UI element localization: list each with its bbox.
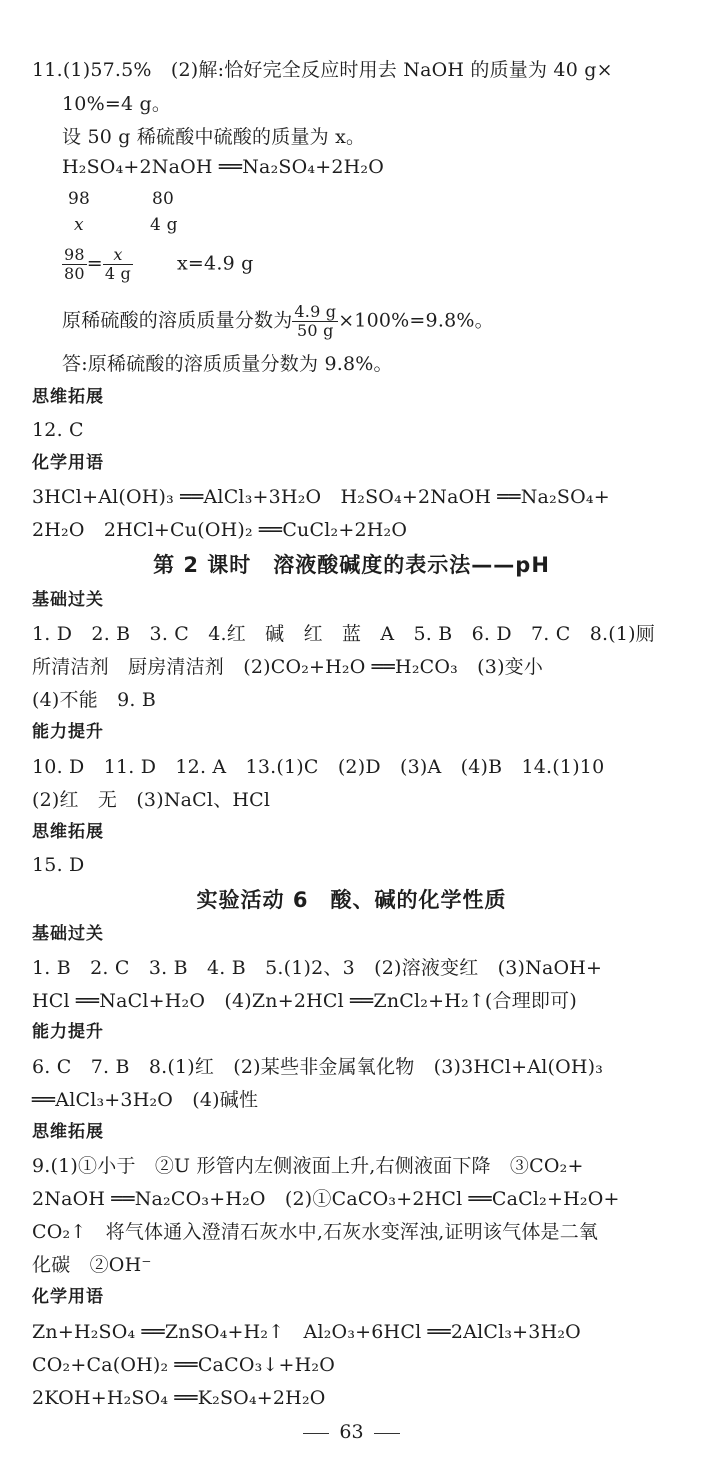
exp-line-8: 化碳 ②OH⁻ [32, 1254, 152, 1276]
ratio-den-2: 4 g [104, 264, 131, 283]
ph-line-3: (4)不能 9. B [32, 689, 157, 711]
exp-line-4: ══AlCl₃+3H₂O (4)碱性 [32, 1089, 259, 1111]
ph-line-4: 10. D 11. D 12. A 13.(1)C (2)D (3)A (4)B 14.(1)10 [32, 756, 605, 778]
pct-den: 50 g [297, 321, 334, 340]
pct-suffix: ×100%=9.8%。 [338, 309, 494, 332]
ph-line-2: 所清洁剂 厨房清洁剂 (2)CO₂+H₂O ══H₂CO₃ (3)变小 [32, 656, 544, 678]
exp-line-7: CO₂↑ 将气体通入澄清石灰水中,石灰水变浑浊,证明该气体是二氧 [32, 1221, 599, 1243]
exp-line-10: CO₂+Ca(OH)₂ ══CaCO₃↓+H₂O [32, 1354, 336, 1376]
q11-line1: 11.(1)57.5% (2)解:恰好完全反应时用去 NaOH 的质量为 40 g× [32, 59, 613, 81]
chem-line-2: 2H₂O 2HCl+Cu(OH)₂ ══CuCl₂+2H₂O [32, 519, 408, 541]
q11-mass-80: 80 [152, 189, 175, 209]
heading-thinking-expansion-2: 思维拓展 [32, 822, 104, 842]
q11-line2: 10%=4 g。 [62, 93, 172, 115]
q11-var-x: x [74, 215, 84, 235]
heading-ability-2: 能力提升 [32, 1022, 104, 1042]
page-number [0, 1420, 703, 1444]
pct-prefix: 原稀硫酸的溶质质量分数为 [62, 309, 293, 332]
page-number-dash-left [303, 1433, 329, 1434]
exp-line-9: Zn+H₂SO₄ ══ZnSO₄+H₂↑ Al₂O₃+6HCl ══2AlCl₃+3H₂O [32, 1321, 581, 1343]
ratio-fraction-1 [62, 246, 87, 283]
ratio-den-1: 80 [64, 264, 85, 283]
ph-line-5: (2)红 无 (3)NaCl、HCl [32, 789, 271, 811]
page-number-dash-right [374, 1433, 400, 1434]
ratio-num-2: x [103, 246, 133, 265]
heading-chemical-language: 化学用语 [32, 453, 104, 473]
heading-thinking-expansion-3: 思维拓展 [32, 1122, 104, 1142]
q11-mass-98: 98 [68, 189, 91, 209]
ph-line-6: 15. D [32, 854, 85, 876]
page-number-text: 63 [339, 1421, 364, 1443]
exp-line-11: 2KOH+H₂SO₄ ══K₂SO₄+2H₂O [32, 1387, 326, 1409]
exp-line-1: 1. B 2. C 3. B 4. B 5.(1)2、3 (2)溶液变红 (3)NaOH+ [32, 957, 603, 979]
lesson-title-ph: 第 2 课时 溶液酸碱度的表示法——pH [153, 553, 550, 577]
q11-ratio [62, 246, 253, 283]
heading-basic-2: 基础过关 [32, 924, 104, 944]
pct-fraction [292, 303, 338, 340]
q11-result: x=4.9 g [177, 252, 254, 275]
exp-line-5: 9.(1)①小于 ②U 形管内左侧液面上升,右侧液面下降 ③CO₂+ [32, 1155, 584, 1177]
exp-line-6: 2NaOH ══Na₂CO₃+H₂O (2)①CaCO₃+2HCl ══CaCl₂+H₂O+ [32, 1188, 620, 1210]
chem-line-1: 3HCl+Al(OH)₃ ══AlCl₃+3H₂O H₂SO₄+2NaOH ══Na₂SO₄+ [32, 486, 610, 508]
q12: 12. C [32, 419, 84, 441]
q11-var-4g: 4 g [150, 215, 178, 235]
exp-line-3: 6. C 7. B 8.(1)红 (2)某些非金属氧化物 (3)3HCl+Al(OH)₃ [32, 1056, 604, 1078]
heading-thinking-expansion: 思维拓展 [32, 387, 104, 407]
ratio-equals: = [86, 252, 103, 275]
lesson-title-experiment: 实验活动 6 酸、碱的化学性质 [196, 888, 507, 912]
heading-chemical-language-2: 化学用语 [32, 1287, 104, 1307]
pct-num: 4.9 g [294, 302, 337, 321]
q11-answer: 答:原稀硫酸的溶质质量分数为 9.8%。 [62, 353, 393, 375]
exp-line-2: HCl ══NaCl+H₂O (4)Zn+2HCl ══ZnCl₂+H₂↑(合理即可) [32, 990, 577, 1012]
ratio-fraction-2 [103, 246, 133, 283]
q11-line3: 设 50 g 稀硫酸中硫酸的质量为 x。 [62, 126, 366, 148]
q11-percent [62, 303, 494, 340]
heading-ability: 能力提升 [32, 722, 104, 742]
q11-equation: H₂SO₄+2NaOH ══Na₂SO₄+2H₂O [62, 156, 384, 178]
ph-line-1: 1. D 2. B 3. C 4.红 碱 红 蓝 A 5. B 6. D 7. C 8.(1)厕 [32, 623, 655, 645]
ratio-num-1: 98 [64, 245, 85, 264]
heading-basic: 基础过关 [32, 590, 104, 610]
